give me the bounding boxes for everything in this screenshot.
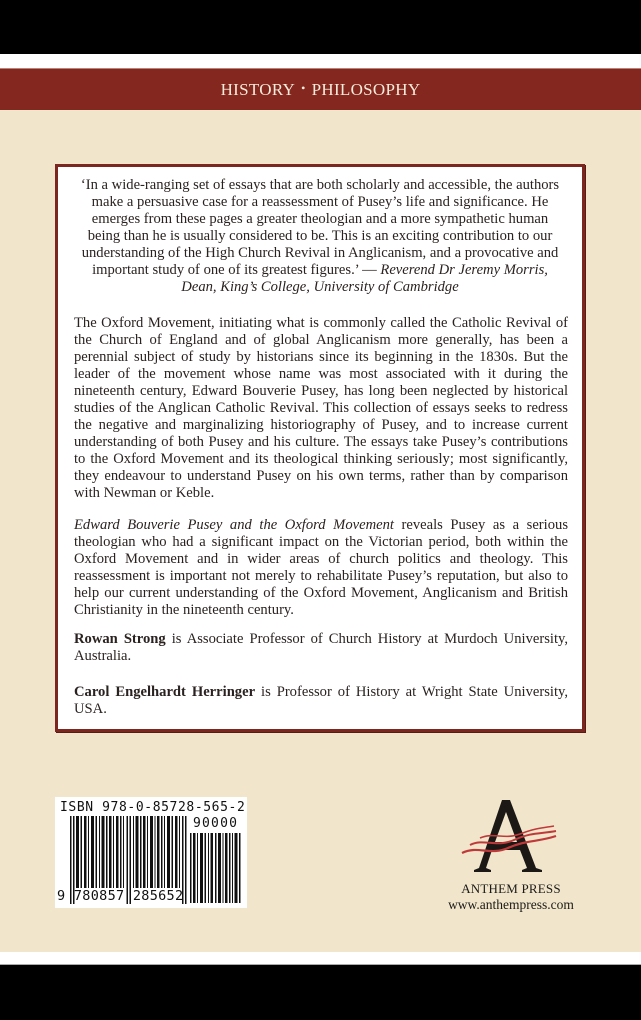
- book-title-italic: Edward Bouverie Pusey and the Oxford Movement: [74, 517, 394, 533]
- paragraph-2-text: reveals Pusey as a serious theologian who had a significant impact on the Victorian period, both within the Oxford Movement and in wider areas of church politics and theology. This reassessment is important not merely to rehabilitate Pusey’s reputation, but also to help our current understanding of the Oxford Movement, Anglicanism and British Christianity in the nineteenth century.: [74, 517, 568, 618]
- author-bio-text-1: is Associate Professor of Church History at Murdoch University, Australia.: [74, 631, 568, 664]
- publisher-name: ANTHEM PRESS: [461, 881, 561, 896]
- quote-text: ‘In a wide-ranging set of essays that are both scholarly and accessible, the authors make a persuasive case for a reassessment of Pusey’s life and significance. He emerges from these pages a greater theologian and a more sympathetic human being than he is usually considered to be. This is an exciting contribution to our understanding of the High Church Revival in Anglicanism, and a provocative and important study of one of its greatest figures.’ —: [80, 177, 560, 278]
- bottom-white-margin: [0, 952, 641, 965]
- bullet-separator: •: [301, 81, 306, 95]
- isbn-barcode: [55, 797, 247, 908]
- publisher-url: www.anthempress.com: [448, 897, 574, 912]
- author-name-2: Carol Engelhardt Herringer: [74, 684, 256, 700]
- bottom-black-margin: [0, 965, 641, 1020]
- quote-attribution: Reverend Dr Jeremy Morris, Dean, King’s College, University of Cambridge: [181, 262, 548, 295]
- publisher-logo-block: [420, 796, 620, 916]
- top-black-margin: [0, 0, 641, 54]
- category-philosophy: PHILOSOPHY: [311, 79, 421, 99]
- category-history: HISTORY: [220, 79, 296, 99]
- anthem-a-logo-icon: [460, 798, 560, 878]
- back-cover: [0, 68, 641, 952]
- barcode-addon-digits: 90000: [193, 816, 239, 831]
- author-bio-2: [74, 684, 568, 718]
- category-banner: [0, 68, 641, 110]
- barcode-digits: 9 780857 285652: [57, 888, 184, 904]
- author-bio-text-2: is Professor of History at Wright State University, USA.: [74, 684, 568, 717]
- blurb-box: [55, 164, 585, 732]
- barcode-addon-bars-icon: [190, 833, 242, 903]
- description-paragraph-2: [74, 517, 568, 619]
- description-paragraph-1: The Oxford Movement, initiating what is commonly called the Catholic Revival of the Church of England and of global Anglicanism more generally, has been a perennial subject of study by historians since its beginning in the 1830s. But the leader of the movement whose name was most associated with it during the nineteenth century, Edward Bouverie Pusey, has long been neglected by historical studies of the Anglican Catholic Revival. This collection of essays seeks to redress the negative and marginalizing historiography of Pusey, and to increase current understanding of both Pusey and his culture. The essays take Pusey’s contributions to the Oxford Movement and its theological thinking seriously; most significantly, they endeavour to understand Pusey on his own terms, rather than by comparison with Newman or Keble.: [74, 315, 568, 501]
- author-bio-1: [74, 631, 568, 665]
- isbn-label: ISBN 978-0-85728-565-2: [60, 800, 246, 815]
- endorsement-quote: [74, 177, 566, 296]
- top-white-margin: [0, 54, 641, 68]
- author-name-1: Rowan Strong: [74, 631, 166, 647]
